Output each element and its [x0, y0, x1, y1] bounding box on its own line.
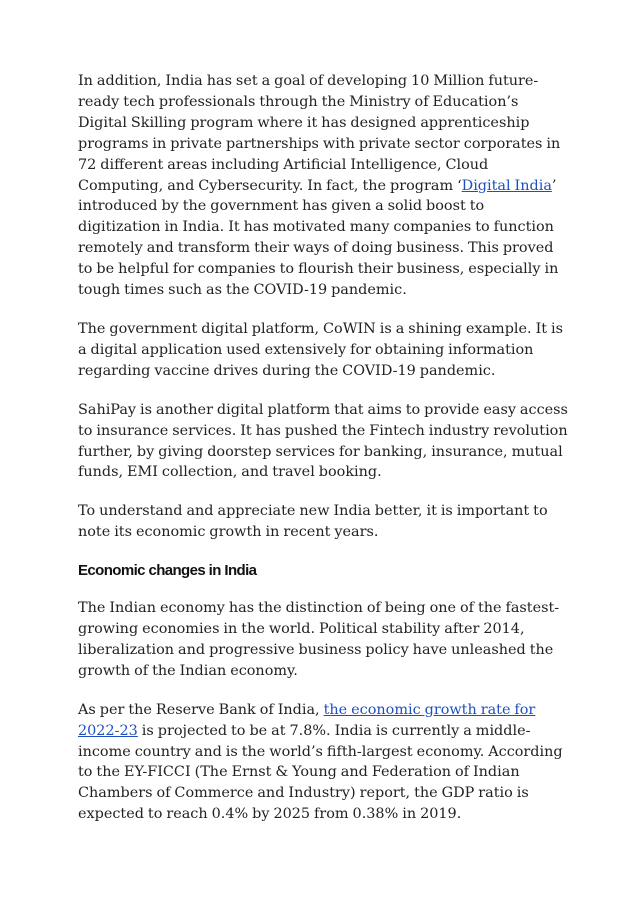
paragraph-new-india: To understand and appreciate new India better, it is important to note its economic growth in recent years. [78, 503, 548, 541]
paragraph-indian-economy: The Indian economy has the distinction of being one of the fastest-growing economies in the world. Political stability after 2014, liberalization and progressive business policy have unleashed the growth of the Indian economy. [78, 600, 560, 679]
document-page [78, 71, 568, 825]
paragraph-text: is projected to be at 7.8%. India is currently a middle-income country and is the world’s fifth-largest economy. According to the EY-FICCI (The Ernst & Young and Federation of Indian Chambers of Commerce and Industry) report, the GDP ratio is expected to reach 0.4% by 2025 from 0.38% in 2019. [78, 722, 563, 823]
paragraph-text: As per the Reserve Bank of India, [78, 701, 324, 718]
section-heading-economic-changes: Economic changes in India [78, 562, 257, 580]
paragraph-text: ’ introduced by the government has given a solid boost to digitization in India. It has motivated many companies to function remotely and transform their ways of doing business. This proved to be helpful for companies to flourish their business, especially in tough times such as the COVID-19 pandemic. [78, 177, 559, 299]
paragraph-cowin: The government digital platform, CoWIN is a shining example. It is a digital application used extensively for obtaining information regarding vaccine drives during the COVID-19 pandemic. [78, 320, 564, 379]
digital-india-link[interactable]: Digital India [461, 177, 552, 194]
paragraph-growth-rate [78, 700, 568, 825]
paragraph-digital-skilling [78, 71, 568, 301]
economic-growth-rate-link[interactable]: the economic growth rate for 2022-23 [78, 701, 536, 739]
paragraph-sahipay: SahiPay is another digital platform that aims to provide easy access to insurance services. It has pushed the Fintech industry revolution further, by giving doorstep services for banking, insurance, mutual funds, EMI collection, and travel booking. [78, 401, 568, 481]
paragraph-text: In addition, India has set a goal of developing 10 Million future-ready tech professionals through the Ministry of Education’s Digital Skilling program where it has designed apprenticeship programs in private partnerships with private sector corporates in 72 different areas including Artificial Intelligence, Cloud Computing, and Cybersecurity. In fact, the program ‘ [78, 73, 561, 194]
